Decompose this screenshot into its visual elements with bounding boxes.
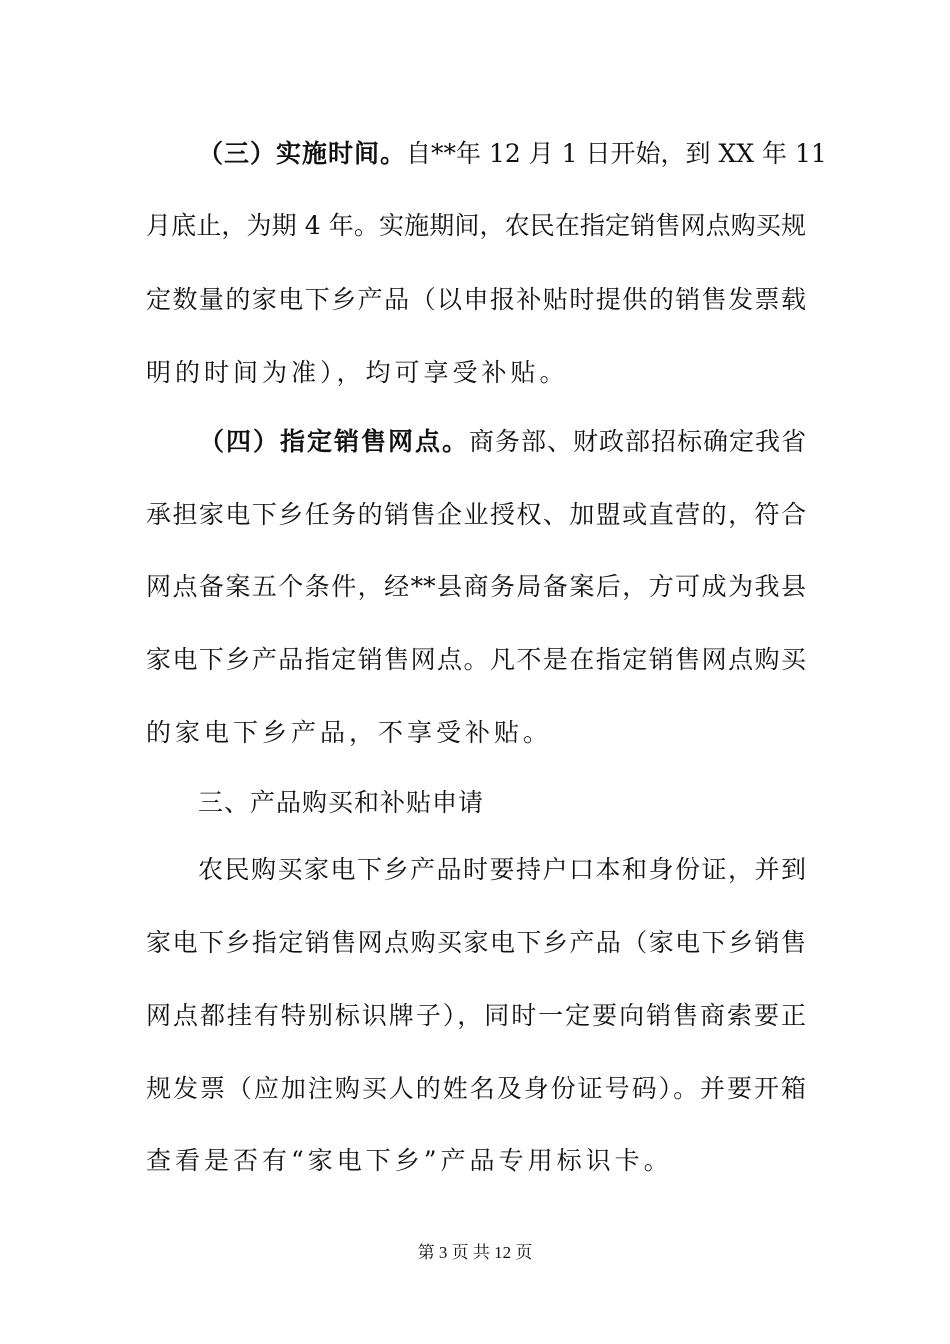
paragraph-designated-outlets-line-3: 网点备案五个条件，经**县商务局备案后，方可成为我县 <box>146 572 806 601</box>
paragraph-purchase-line-3: 网点都挂有特别标识牌子），同时一定要向销售商索要正 <box>146 1001 806 1030</box>
paragraph-purchase-line-4: 规发票（应加注购买人的姓名及身份证号码）。并要开箱 <box>146 1074 806 1103</box>
paragraph-purchase-line-5: 查看是否有“家电下乡”产品专用标识卡。 <box>146 1146 673 1175</box>
paragraph-implementation-time-line-1 <box>146 136 827 172</box>
paragraph-designated-outlets-line-2: 承担家电下乡任务的销售企业授权、加盟或直营的，符合 <box>146 500 806 529</box>
paragraph-designated-outlets-line-5: 的家电下乡产品，不享受补贴。 <box>146 718 553 747</box>
paragraph-purchase-line-2: 家电下乡指定销售网点购买家电下乡产品（家电下乡销售 <box>146 928 806 957</box>
text-segment: 自**年 12 月 1 日开始，到 XX 年 11 <box>406 139 827 168</box>
paragraph-designated-outlets-line-1 <box>146 424 806 460</box>
paragraph-designated-outlets-line-4: 家电下乡产品指定销售网点。凡不是在指定销售网点购买 <box>146 645 806 674</box>
heading-designated-outlets: （四）指定销售网点。 <box>198 427 469 456</box>
paragraph-implementation-time-line-2: 月底止，为期 4 年。实施期间，农民在指定销售网点购买规 <box>146 211 806 240</box>
section-title-purchase-and-subsidy: 三、产品购买和补贴申请 <box>198 788 485 817</box>
page-number-footer: 第 3 页 共 12 页 <box>417 1243 533 1262</box>
paragraph-implementation-time-line-3: 定数量的家电下乡产品（以申报补贴时提供的销售发票载 <box>146 285 806 314</box>
heading-implementation-time: （三）实施时间。 <box>198 139 407 168</box>
paragraph-purchase-line-1: 农民购买家电下乡产品时要持户口本和身份证，并到 <box>198 855 806 884</box>
text-segment: 商务部、财政部招标确定我省 <box>469 427 806 456</box>
paragraph-implementation-time-line-4: 明的时间为准），均可享受补贴。 <box>146 358 569 387</box>
